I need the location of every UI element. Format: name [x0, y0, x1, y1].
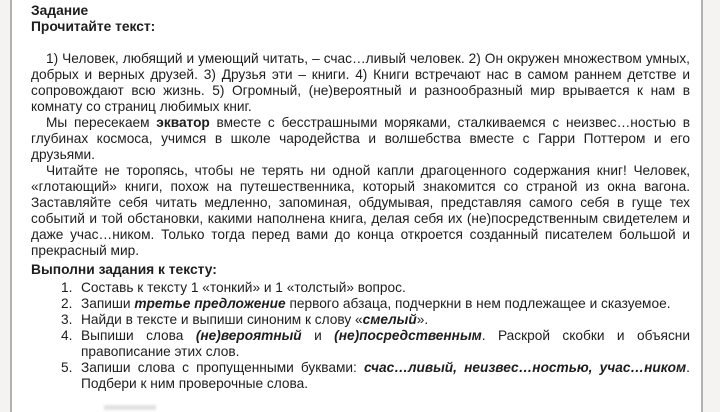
assignment-title: Задание [31, 3, 89, 18]
text-run: Составь к тексту 1 «тонкий» и 1 «толстый» вопрос. [81, 280, 406, 295]
task-number: 2. [61, 296, 73, 311]
text-run: счас…ливый, неизвес…ностью, учас…ником [363, 360, 687, 375]
text-run: Запиши слова с пропущенными буквами: [81, 360, 364, 375]
task-item-4 [31, 328, 690, 360]
read-text-heading: Прочитайте текст: [31, 19, 156, 34]
task-text [81, 296, 671, 311]
text-run: 1) Человек, любящий и умеющий читать, – счас…ливый человек. 2) Он окружен множеством умных, добрых и верных друзей. 3) Друзья эти – книги. 4) Книги встречают нас в самом раннем детстве и сопровождают всю жизнь. 5) Огромный, (не)вероятный и разнообразный мир врывается к нам в комнату со страниц любимых книг. [31, 51, 690, 114]
tasks-heading: Выполни задания к тексту: [31, 262, 217, 277]
text-run: Выпиши слова [81, 328, 196, 343]
text-run: ». [416, 312, 429, 327]
text-run: третье предложение [134, 296, 286, 311]
task-text [81, 328, 690, 359]
text-run: экватор [156, 115, 210, 130]
document-page [10, 0, 703, 412]
task-number: 5. [61, 360, 73, 375]
text-run: первого абзаца, подчеркни в нем подлежащее и сказуемое. [285, 296, 671, 311]
task-item-1 [31, 280, 690, 296]
text-run: Запиши [81, 296, 135, 311]
text-run: Мы пересекаем [46, 115, 157, 130]
text-run: (не)вероятный [195, 328, 302, 343]
task-item-5 [31, 360, 690, 392]
task-text [81, 360, 690, 391]
task-item-2 [31, 296, 690, 312]
text-paragraph-2 [31, 115, 690, 163]
text-run: . Раскрой скобки и объясни правописание этих слов. [81, 328, 690, 359]
task-text [81, 312, 428, 327]
task-number: 1. [61, 280, 73, 295]
task-text [81, 280, 406, 295]
text-run: . Подбери к ним проверочные слова. [81, 360, 690, 391]
faint-artifact [104, 405, 156, 410]
task-number: 3. [61, 312, 73, 327]
text-paragraph-3 [31, 163, 690, 259]
text-paragraph-1 [31, 51, 690, 115]
text-run: смелый [362, 312, 417, 327]
task-item-3 [31, 312, 690, 328]
text-run: вместе с бесстрашными моряками, сталкиваемся с неизвес…ностью в глубинах космоса, учимся в школе чародейства и волшебства вместе с Гарри Поттером и его друзьями. [31, 115, 690, 162]
text-run: (не)посредственным [334, 328, 482, 343]
text-run: Читайте не торопясь, чтобы не терять ни одной капли драгоценного содержания книг! Человек, «глотающий» книги, похож на путешественника, который знакомится со страной из окна вагона. Заставляйте себя читать медленно, запоминая, обдумывая, представляя самого себя в гуще тех событий и той обстановки, какими наполнена книга, делая себя их (не)посредственным свидетелем и даже учас…ником. Только тогда перед вами до конца откроется созданный писателем большой и прекрасный мир. [31, 163, 690, 258]
text-run: и [301, 328, 335, 343]
text-run: Найди в тексте и выпиши синоним к слову « [81, 312, 363, 327]
task-number: 4. [61, 328, 73, 343]
